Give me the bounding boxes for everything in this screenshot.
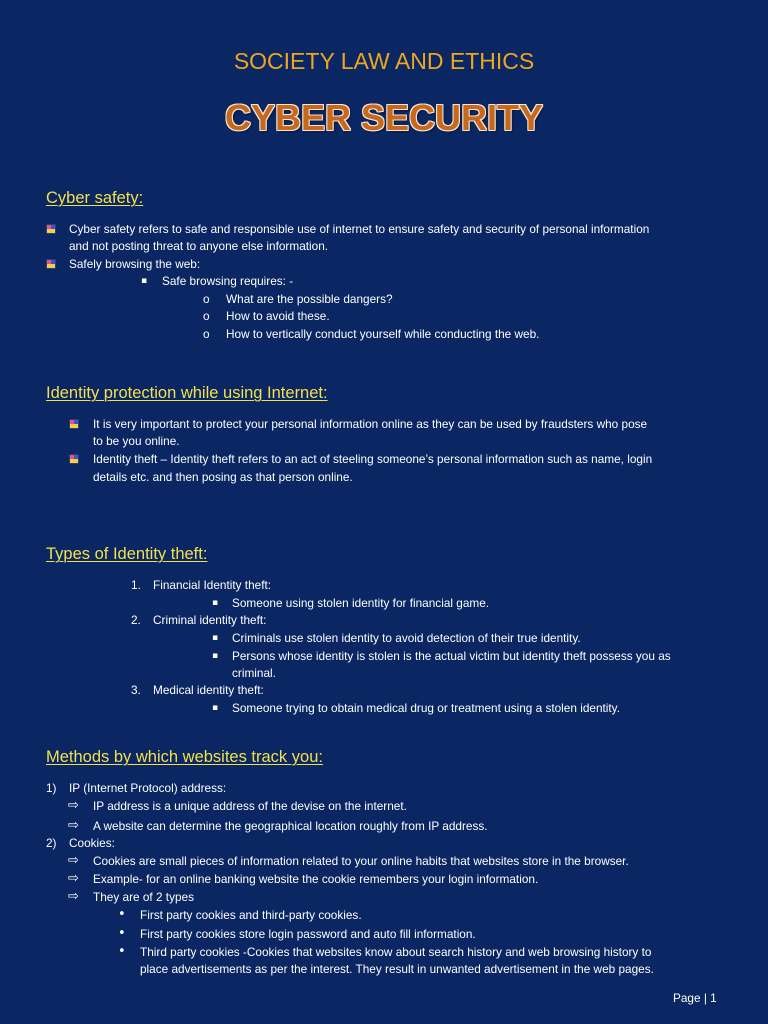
arrow-bullet-icon: ⇨ [68,889,79,904]
arrow-bullet-icon: ⇨ [68,871,79,886]
numbered-item-text: Medical identity theft: [153,683,264,697]
arrow-point-text: IP address is a unique address of the devise on the internet. [93,799,407,813]
checkered-square-bullet-icon [47,260,55,268]
arrow-bullet-icon: ⇨ [68,853,79,868]
list-number: 1. [131,578,141,592]
bullet-text: It is very important to protect your personal information online as they can be used by fraudsters who pose [93,417,648,431]
square-bullet-icon: ▪ [212,703,219,713]
document-subtitle: SOCIETY LAW AND ETHICS [233,48,535,74]
dot-bullet-icon: • [118,907,126,922]
sub-sub-bullet-text: What are the possible dangers? [226,292,393,306]
sub-bullet-text-continued: criminal. [232,666,276,680]
sub-sub-bullet-text: How to vertically conduct yourself while conducting the web. [226,327,540,341]
sub-bullet-text: Someone using stolen identity for financial game. [232,596,490,610]
dot-point-text-continued: place advertisements as per the interest. They result in unwanted advertisement in the web pages. [140,962,654,976]
list-number: 1) [46,781,57,795]
bullet-text-continued: and not posting threat to anyone else information. [69,239,329,253]
bullet-text: Identity theft – Identity theft refers to an act of steeling someone’s personal information such as name, login [93,452,653,466]
circle-bullet-icon: o [203,292,210,306]
document-title: CYBER SECURITY [224,97,544,138]
dot-bullet-icon: • [118,926,126,941]
section-heading-cyber-safety: Cyber safety: [46,189,144,207]
section-heading-identity-protection: Identity protection while using Internet: [46,384,328,402]
arrow-point-text: Cookies are small pieces of information related to your online habits that websites store in the browser. [93,854,629,868]
bullet-text-continued: details etc. and then posing as that person online. [93,470,353,484]
sub-bullet-text: Someone trying to obtain medical drug or treatment using a stolen identity. [232,701,620,715]
arrow-bullet-icon: ⇨ [68,818,79,833]
numbered-item-text: Criminal identity theft: [153,613,267,627]
sub-bullet-text: Persons whose identity is stolen is the actual victim but identity theft possess you as [232,649,671,663]
bullet-text: Safely browsing the web: [69,257,201,271]
numbered-item-text: IP (Internet Protocol) address: [69,781,227,795]
circle-bullet-icon: o [203,309,210,323]
dot-point-text: First party cookies and third-party cookies. [140,908,362,922]
dot-point-text: First party cookies store login password and auto fill information. [140,927,476,941]
page-number: Page | 1 [673,991,717,1005]
arrow-point-text: They are of 2 types [93,890,194,904]
bullet-text-continued: to be you online. [93,434,180,448]
sub-sub-bullet-text: How to avoid these. [226,309,330,323]
checkered-square-bullet-icon [47,225,55,233]
bullet-text: Cyber safety refers to safe and responsible use of internet to ensure safety and security of personal information [69,222,650,236]
list-number: 2) [46,836,57,850]
section-heading-identity-theft-types: Types of Identity theft: [46,545,208,563]
section-heading-tracking-methods: Methods by which websites track you: [46,748,323,766]
dot-point-text: Third party cookies -Cookies that websites know about search history and web browsing history to [140,945,652,959]
list-number: 2. [131,613,141,627]
checkered-square-bullet-icon [70,455,78,463]
numbered-item-text: Financial Identity theft: [153,578,272,592]
circle-bullet-icon: o [203,327,210,341]
arrow-bullet-icon: ⇨ [68,798,79,813]
checkered-square-bullet-icon [70,420,78,428]
dot-bullet-icon: • [118,944,126,959]
square-bullet-icon: ▪ [141,276,148,286]
arrow-point-text: A website can determine the geographical location roughly from IP address. [93,819,488,833]
sub-bullet-text: Criminals use stolen identity to avoid detection of their true identity. [232,631,581,645]
sub-bullet-text: Safe browsing requires: - [162,274,294,288]
square-bullet-icon: ▪ [212,651,219,661]
arrow-point-text: Example- for an online banking website the cookie remembers your login information. [93,872,539,886]
numbered-item-text: Cookies: [69,836,115,850]
square-bullet-icon: ▪ [212,598,219,608]
list-number: 3. [131,683,141,697]
square-bullet-icon: ▪ [212,633,219,643]
